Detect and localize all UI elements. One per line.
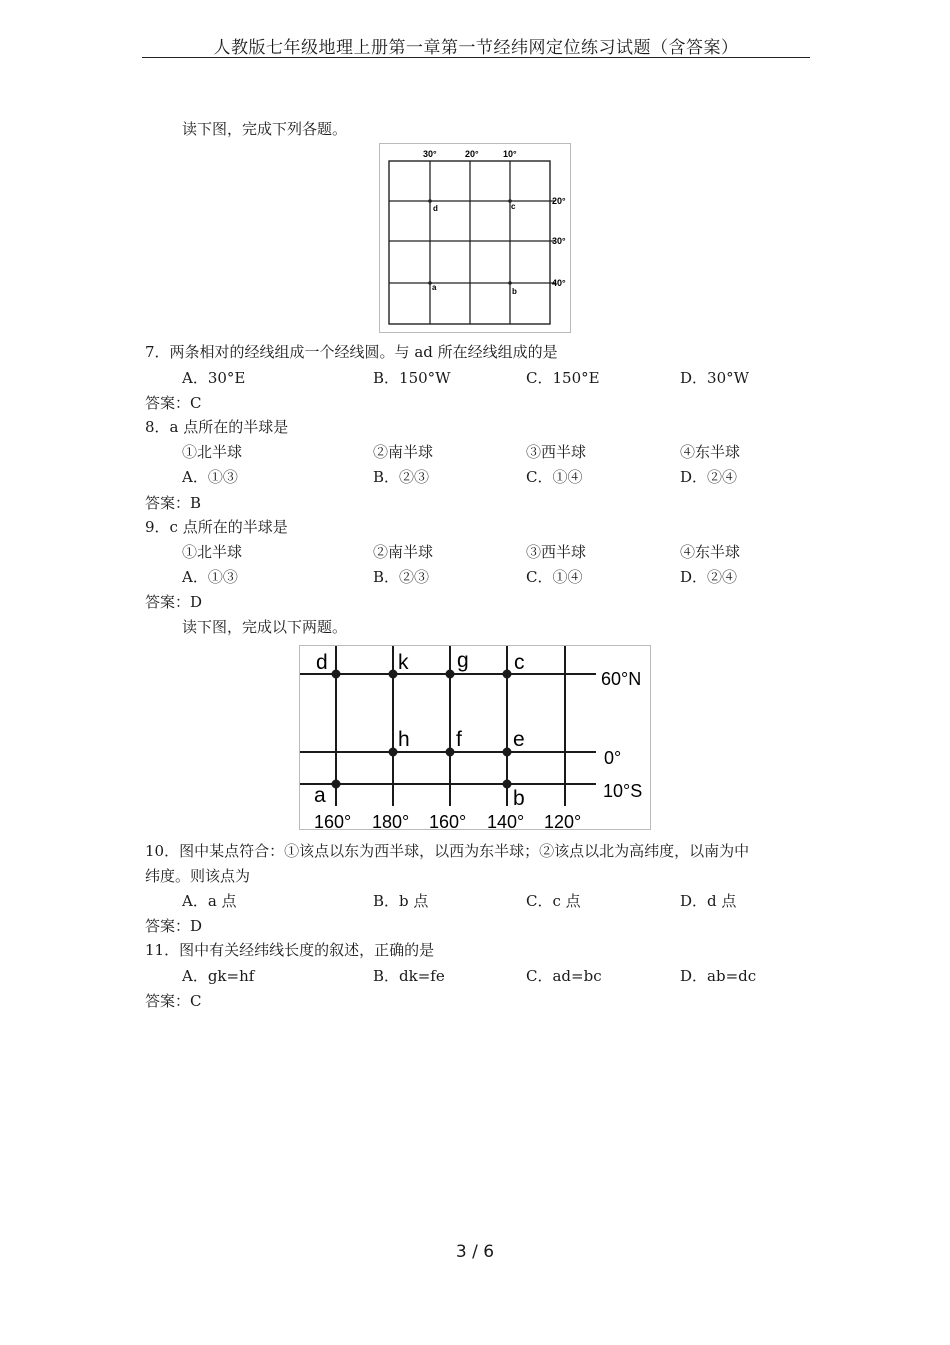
point-k-label: k	[398, 651, 409, 674]
point-a-label: a	[314, 784, 326, 807]
point-k	[389, 670, 398, 679]
q11-option-b: B．dk=fe	[373, 967, 445, 985]
point-h-label: h	[398, 728, 410, 751]
section1-intro: 读下图，完成下列各题。	[182, 120, 348, 138]
top-label-30: 30°	[423, 149, 437, 159]
lat-label-equator: 0°	[604, 748, 622, 768]
q8-item-2: ②南半球	[373, 443, 434, 461]
q9-item-3: ③西半球	[526, 543, 587, 561]
point-c-label: c	[511, 202, 516, 211]
point-d	[428, 199, 432, 203]
q9-item-2: ②南半球	[373, 543, 434, 561]
q8-option-b: B．②③	[373, 468, 430, 486]
figure2-lat-long-grid	[299, 645, 651, 830]
q8-option-a: A．①③	[182, 468, 238, 486]
lon-label-2: 180°	[372, 812, 410, 830]
q10-answer: 答案：D	[145, 917, 203, 935]
page-number: 3 / 6	[455, 1242, 495, 1262]
q8-option-d: D．②④	[680, 468, 738, 486]
document-header: 人教版七年级地理上册第一章第一节经纬网定位练习试题（含答案）	[213, 38, 739, 58]
figure1-lat-long-grid	[379, 143, 571, 333]
point-e-label: e	[513, 728, 525, 751]
q10-stem-line2: 纬度。则该点为	[145, 867, 251, 885]
q9-item-4: ④东半球	[680, 543, 741, 561]
q8-answer: 答案：B	[145, 494, 202, 512]
q9-option-a: A．①③	[182, 568, 238, 586]
point-d	[332, 670, 341, 679]
point-g-label: g	[457, 649, 469, 672]
section2-intro: 读下图，完成以下两题。	[182, 618, 348, 636]
point-a	[332, 780, 341, 789]
q7-option-b: B．150°W	[373, 369, 451, 387]
q7-option-c: C．150°E	[526, 369, 600, 387]
point-a-label: a	[432, 283, 437, 292]
header-rule	[142, 57, 810, 58]
lat-label-10s: 10°S	[603, 781, 643, 801]
point-g	[446, 670, 455, 679]
point-d-label: d	[433, 204, 438, 213]
point-b	[503, 780, 512, 789]
q10-option-b: B．b 点	[373, 892, 429, 910]
q9-option-b: B．②③	[373, 568, 430, 586]
q10-option-c: C．c 点	[526, 892, 581, 910]
q11-option-a: A．gk=hf	[182, 967, 255, 985]
q8-stem: 8．a 点所在的半球是	[145, 418, 289, 436]
point-e	[503, 748, 512, 757]
top-label-10: 10°	[503, 149, 517, 159]
top-label-20: 20°	[465, 149, 479, 159]
lat-label-60n: 60°N	[601, 669, 642, 689]
q9-item-1: ①北半球	[182, 543, 243, 561]
q9-option-c: C．①④	[526, 568, 583, 586]
q11-stem: 11．图中有关经纬线长度的叙述，正确的是	[145, 941, 435, 959]
point-c	[503, 670, 512, 679]
q7-option-d: D．30°W	[680, 369, 750, 387]
point-b-label: b	[513, 787, 525, 810]
q10-option-a: A．a 点	[182, 892, 237, 910]
q8-option-c: C．①④	[526, 468, 583, 486]
q9-answer: 答案：D	[145, 593, 203, 611]
point-c-label: c	[514, 651, 525, 674]
point-b-label: b	[512, 287, 517, 296]
q11-option-c: C．ad=bc	[526, 967, 602, 985]
q7-stem: 7．两条相对的经线组成一个经线圆。与 ad 所在经线组成的是	[145, 343, 558, 361]
q8-item-1: ①北半球	[182, 443, 243, 461]
lon-label-1: 160°	[314, 812, 352, 830]
q10-stem-line1: 10．图中某点符合：①该点以东为西半球，以西为东半球；②该点以北为高纬度，以南为中	[145, 842, 750, 860]
point-f-label: f	[456, 728, 462, 751]
q11-option-d: D．ab=dc	[680, 967, 757, 985]
point-d-label: d	[316, 651, 328, 674]
point-b	[508, 281, 512, 285]
q9-stem: 9．c 点所在的半球是	[145, 518, 288, 536]
q8-item-3: ③西半球	[526, 443, 587, 461]
q11-answer: 答案：C	[145, 992, 202, 1010]
q7-option-a: A．30°E	[182, 369, 246, 387]
q7-answer: 答案：C	[145, 394, 202, 412]
point-f	[446, 748, 455, 757]
right-label-30: 30°	[552, 236, 566, 246]
q10-option-d: D．d 点	[680, 892, 737, 910]
lon-label-5: 120°	[544, 812, 582, 830]
lon-label-4: 140°	[487, 812, 525, 830]
q9-option-d: D．②④	[680, 568, 738, 586]
right-label-20: 20°	[552, 196, 566, 206]
point-h	[389, 748, 398, 757]
right-label-40: 40°	[552, 278, 566, 288]
lon-label-3: 160°	[429, 812, 467, 830]
q8-item-4: ④东半球	[680, 443, 741, 461]
